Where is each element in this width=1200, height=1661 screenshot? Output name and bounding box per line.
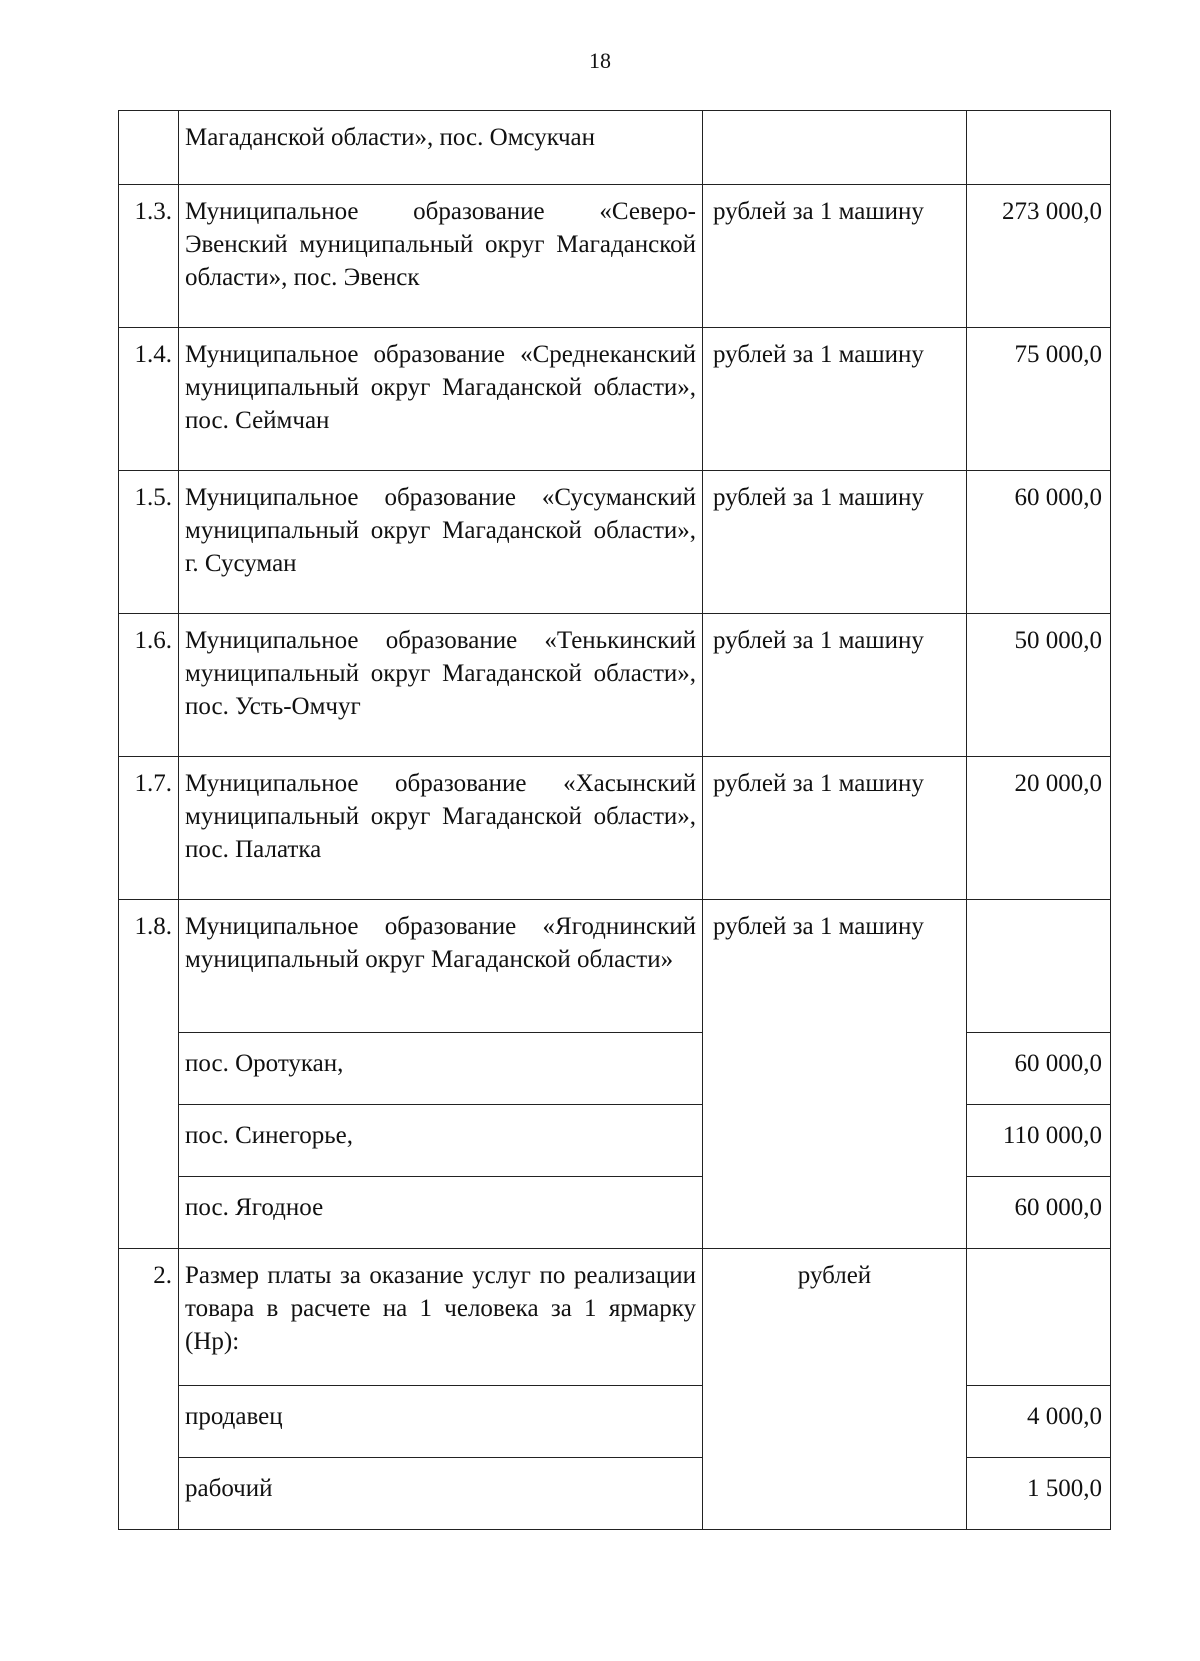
unit-cell: рублей за 1 машину [703,328,967,471]
settlement-name: пос. Оротукан, [179,1033,703,1105]
table-row [119,185,1111,328]
tariff-table [118,110,1111,1530]
value-cell [967,111,1111,185]
row-number: 1.4. [119,328,179,471]
unit-cell: рублей за 1 машину [703,185,967,328]
value-cell: 110 000,0 [967,1105,1111,1177]
unit-cell [703,111,967,185]
row-number: 1.3. [119,185,179,328]
value-cell [967,1249,1111,1386]
row-number: 1.7. [119,757,179,900]
table-row [119,328,1111,471]
municipality-name: Магаданской области», пос. Омсукчан [179,111,703,185]
fee-description: Размер платы за оказание услуг по реализации товара в расчете на 1 человека за 1 ярмарку (Нр): [179,1249,703,1386]
municipality-name: Муниципальное образование «Северо-Эвенский муниципальный округ Магаданской области», пос. Эвенск [179,185,703,328]
value-cell: 20 000,0 [967,757,1111,900]
value-cell: 60 000,0 [967,1033,1111,1105]
unit-cell: рублей [703,1249,967,1530]
value-cell [967,900,1111,1033]
table-row [119,111,1111,185]
unit-cell: рублей за 1 машину [703,471,967,614]
table-row [119,757,1111,900]
table-row [119,1249,1111,1386]
settlement-name: пос. Ягодное [179,1177,703,1249]
value-cell: 60 000,0 [967,471,1111,614]
value-cell: 75 000,0 [967,328,1111,471]
municipality-name: Муниципальное образование «Среднеканский муниципальный округ Магаданской области», пос. Сеймчан [179,328,703,471]
unit-cell: рублей за 1 машину [703,900,967,1249]
row-number: 1.6. [119,614,179,757]
worker-role: рабочий [179,1458,703,1530]
municipality-name: Муниципальное образование «Хасынский муниципальный округ Магаданской области», пос. Палатка [179,757,703,900]
value-cell: 4 000,0 [967,1386,1111,1458]
table-row [119,471,1111,614]
page-number: 18 [589,48,611,73]
municipality-name: Муниципальное образование «Ягоднинский муниципальный округ Магаданской области» [179,900,703,1033]
value-cell: 50 000,0 [967,614,1111,757]
row-number: 1.8. [119,900,179,1249]
unit-cell: рублей за 1 машину [703,614,967,757]
row-number: 1.5. [119,471,179,614]
value-cell: 1 500,0 [967,1458,1111,1530]
table-row [119,614,1111,757]
worker-role: продавец [179,1386,703,1458]
unit-cell: рублей за 1 машину [703,757,967,900]
municipality-name: Муниципальное образование «Тенькинский муниципальный округ Магаданской области», пос. Усть-Омчуг [179,614,703,757]
municipality-name: Муниципальное образование «Сусуманский муниципальный округ Магаданской области», г. Сусуман [179,471,703,614]
table-row [119,900,1111,1033]
row-number [119,111,179,185]
row-number: 2. [119,1249,179,1530]
value-cell: 273 000,0 [967,185,1111,328]
settlement-name: пос. Синегорье, [179,1105,703,1177]
value-cell: 60 000,0 [967,1177,1111,1249]
